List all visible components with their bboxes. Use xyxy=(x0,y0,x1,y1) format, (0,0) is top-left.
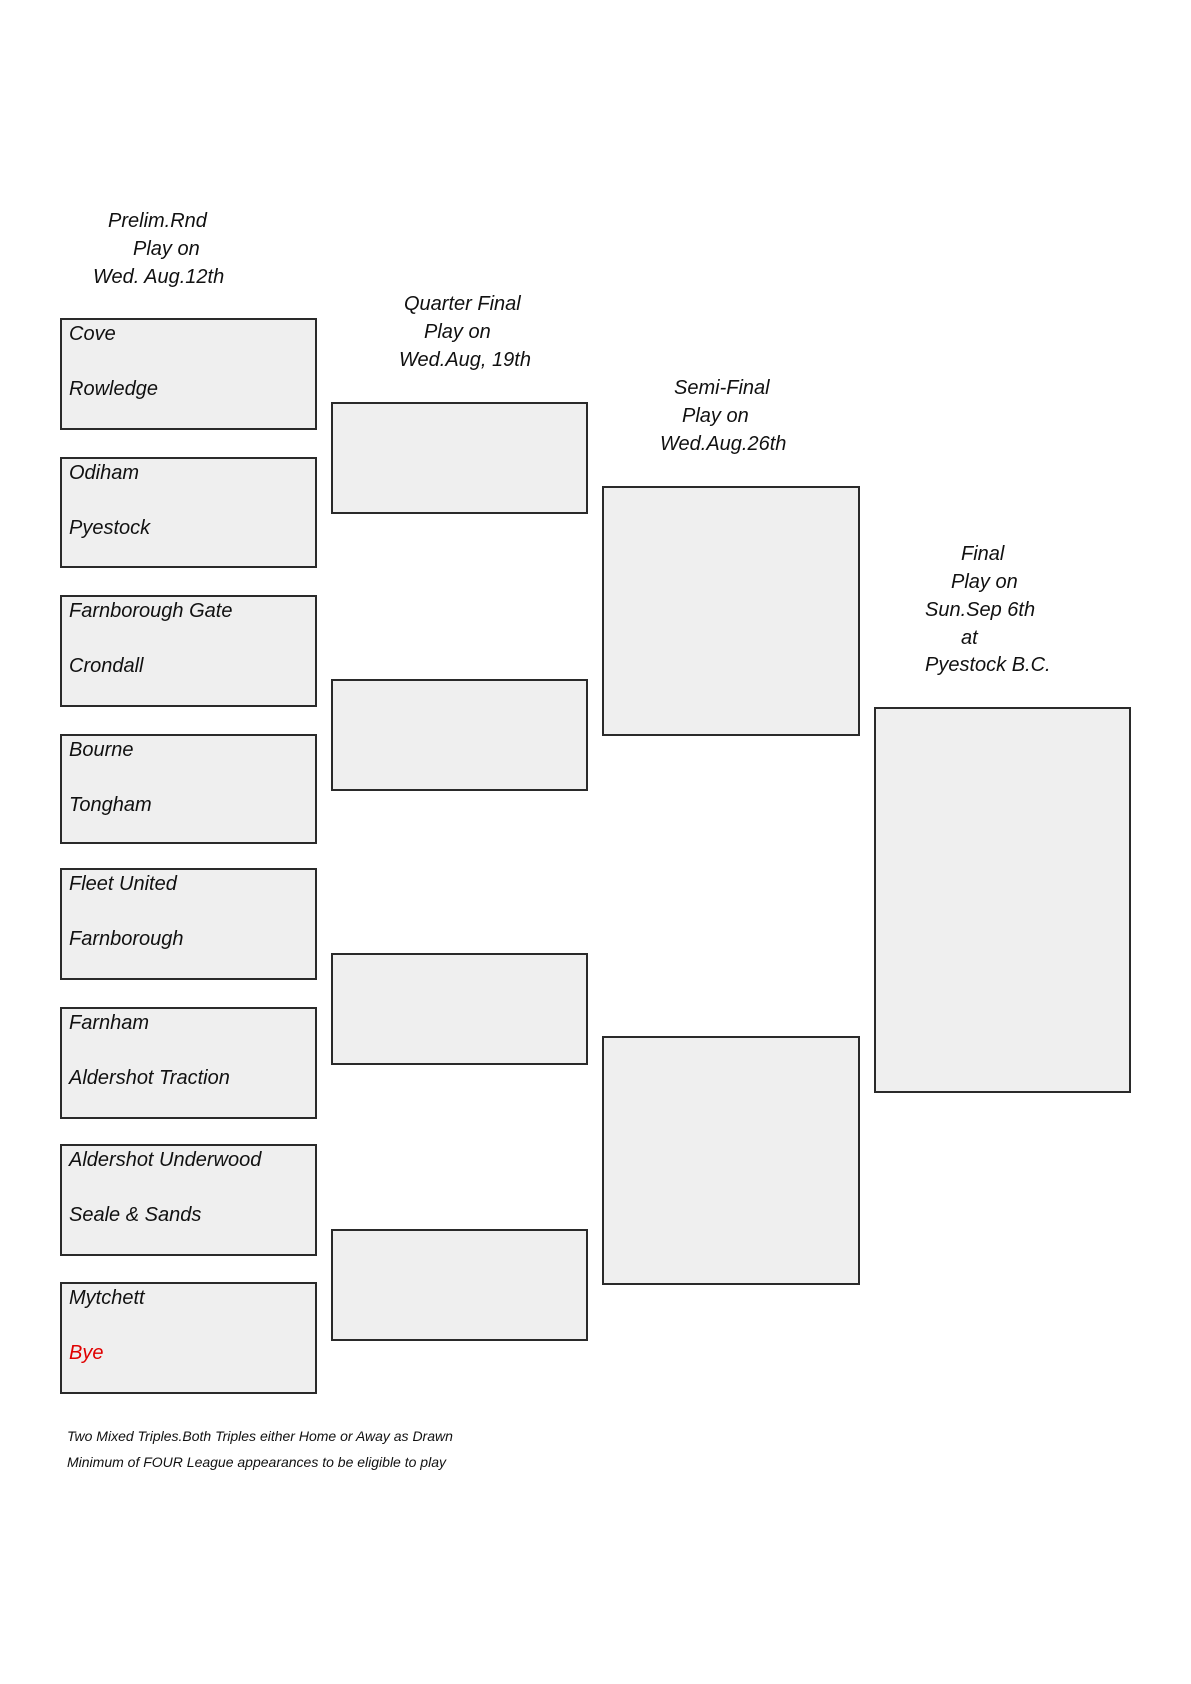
prelim-match-box xyxy=(60,734,317,844)
home-team: Fleet United xyxy=(69,873,177,895)
semi-final-date: Wed.Aug.26th xyxy=(660,433,787,455)
home-team: Bourne xyxy=(69,739,134,761)
quarter-final-title: Quarter Final xyxy=(404,293,521,315)
note-eligibility: Minimum of FOUR League appearances to be eligible to play xyxy=(67,1454,446,1470)
away-team: Crondall xyxy=(69,655,144,677)
quarter-final-play-on: Play on xyxy=(424,321,491,343)
home-team: Farnham xyxy=(69,1012,150,1034)
note-format: Two Mixed Triples.Both Triples either Home or Away as Drawn xyxy=(67,1428,453,1444)
prelim-match-box xyxy=(60,457,317,568)
prelim-match-box xyxy=(60,318,317,430)
final-venue: Pyestock B.C. xyxy=(925,654,1051,676)
semi-final-box xyxy=(602,1036,860,1285)
quarter-final-box xyxy=(331,402,588,514)
final-box xyxy=(874,707,1131,1093)
home-team: Farnborough Gate xyxy=(69,600,233,622)
prelim-title: Prelim.Rnd xyxy=(108,210,207,232)
semi-final-title: Semi-Final xyxy=(674,377,770,399)
home-team: Mytchett xyxy=(69,1287,145,1309)
prelim-date: Wed. Aug.12th xyxy=(93,266,225,288)
bye-label: Bye xyxy=(69,1342,104,1364)
prelim-match-box xyxy=(60,1282,317,1394)
quarter-final-date: Wed.Aug, 19th xyxy=(399,349,531,371)
semi-final-play-on: Play on xyxy=(682,405,749,427)
prelim-match-box xyxy=(60,1007,317,1119)
home-team: Odiham xyxy=(69,462,140,484)
home-team: Cove xyxy=(69,323,116,345)
quarter-final-box xyxy=(331,953,588,1065)
final-date: Sun.Sep 6th xyxy=(925,599,1036,621)
quarter-final-box xyxy=(331,1229,588,1341)
prelim-match-box xyxy=(60,595,317,707)
final-title: Final xyxy=(961,543,1005,565)
home-team: Aldershot Underwood xyxy=(69,1149,262,1171)
away-team: Rowledge xyxy=(69,378,158,400)
prelim-play-on: Play on xyxy=(133,238,200,260)
final-play-on: Play on xyxy=(951,571,1018,593)
away-team: Pyestock xyxy=(69,517,151,539)
away-team: Aldershot Traction xyxy=(69,1067,230,1089)
prelim-match-box xyxy=(60,868,317,980)
prelim-match-box xyxy=(60,1144,317,1256)
away-team: Seale & Sands xyxy=(69,1204,202,1226)
quarter-final-box xyxy=(331,679,588,791)
final-at: at xyxy=(961,627,978,649)
away-team: Tongham xyxy=(69,794,152,816)
semi-final-box xyxy=(602,486,860,736)
away-team: Farnborough xyxy=(69,928,184,950)
